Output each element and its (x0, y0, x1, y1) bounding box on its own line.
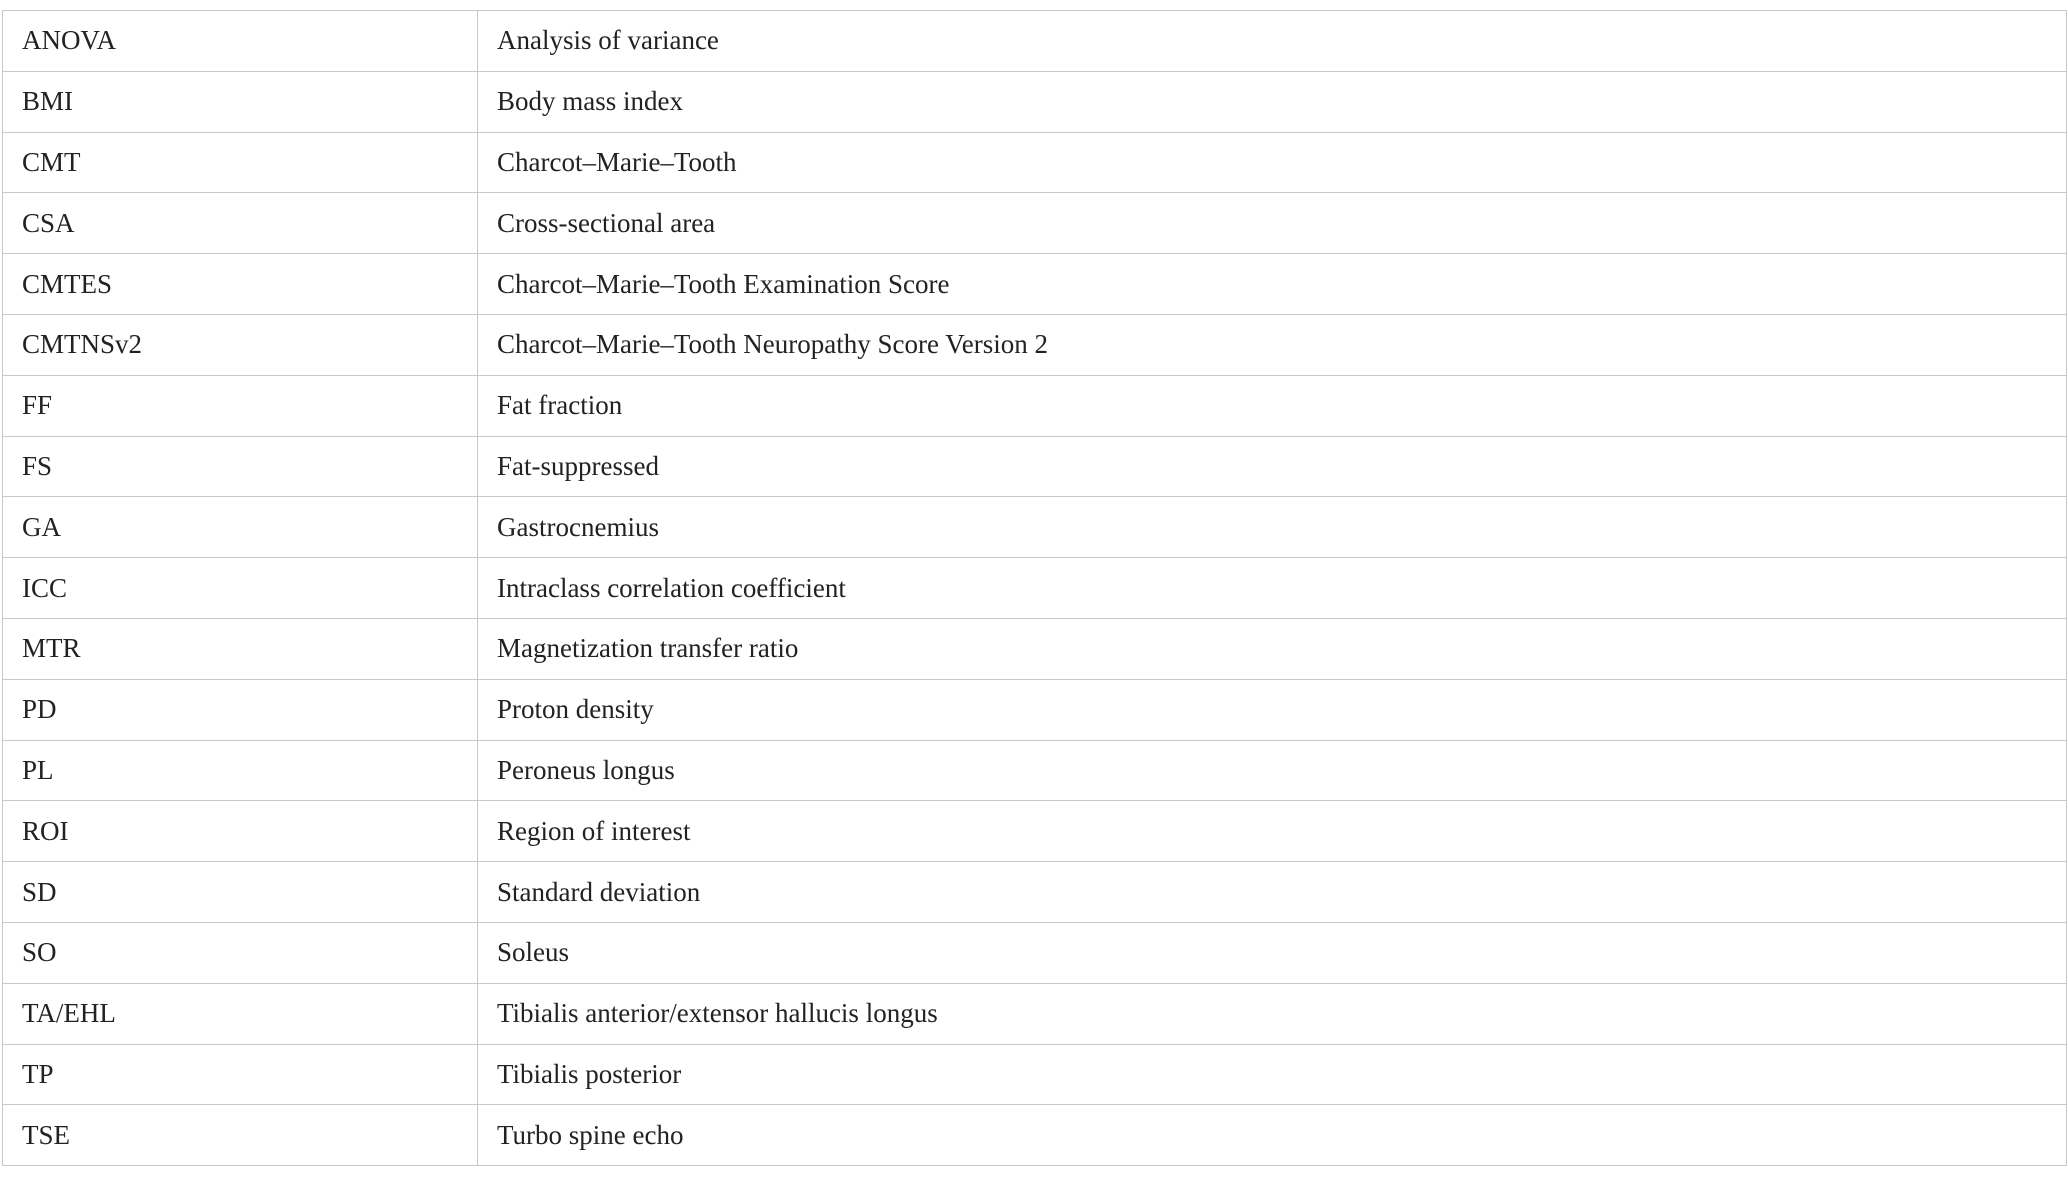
definition-cell: Analysis of variance (478, 11, 2067, 72)
abbreviation-cell: TSE (3, 1105, 478, 1166)
table-row (3, 922, 2067, 983)
abbreviations-table (2, 10, 2067, 1166)
abbreviation-cell: FF (3, 375, 478, 436)
abbreviation-cell: SO (3, 922, 478, 983)
table-row (3, 983, 2067, 1044)
definition-cell: Peroneus longus (478, 740, 2067, 801)
abbreviation-cell: TP (3, 1044, 478, 1105)
table-row (3, 436, 2067, 497)
definition-cell: Charcot–Marie–Tooth Neuropathy Score Version 2 (478, 314, 2067, 375)
abbreviation-cell: CSA (3, 193, 478, 254)
abbreviation-cell: FS (3, 436, 478, 497)
definition-cell: Cross-sectional area (478, 193, 2067, 254)
abbreviation-cell: TA/EHL (3, 983, 478, 1044)
definition-cell: Standard deviation (478, 862, 2067, 923)
definition-cell: Tibialis anterior/extensor hallucis longus (478, 983, 2067, 1044)
table-row (3, 314, 2067, 375)
table-row (3, 1105, 2067, 1166)
table-row (3, 71, 2067, 132)
definition-cell: Magnetization transfer ratio (478, 618, 2067, 679)
definition-cell: Body mass index (478, 71, 2067, 132)
table-row (3, 801, 2067, 862)
table-row (3, 679, 2067, 740)
table-row (3, 497, 2067, 558)
table-row (3, 11, 2067, 72)
definition-cell: Region of interest (478, 801, 2067, 862)
abbreviation-cell: GA (3, 497, 478, 558)
table-row (3, 132, 2067, 193)
definition-cell: Charcot–Marie–Tooth Examination Score (478, 254, 2067, 315)
table-row (3, 558, 2067, 619)
table-row (3, 375, 2067, 436)
definition-cell: Fat-suppressed (478, 436, 2067, 497)
abbreviation-cell: PL (3, 740, 478, 801)
abbreviation-cell: SD (3, 862, 478, 923)
abbreviation-cell: CMT (3, 132, 478, 193)
table-row (3, 1044, 2067, 1105)
table-row (3, 193, 2067, 254)
abbreviation-cell: ANOVA (3, 11, 478, 72)
definition-cell: Intraclass correlation coefficient (478, 558, 2067, 619)
definition-cell: Turbo spine echo (478, 1105, 2067, 1166)
table-row (3, 618, 2067, 679)
definition-cell: Proton density (478, 679, 2067, 740)
abbreviation-cell: BMI (3, 71, 478, 132)
definition-cell: Tibialis posterior (478, 1044, 2067, 1105)
abbreviation-cell: CMTNSv2 (3, 314, 478, 375)
table-row (3, 862, 2067, 923)
abbreviation-cell: PD (3, 679, 478, 740)
table-row (3, 740, 2067, 801)
table-row (3, 254, 2067, 315)
definition-cell: Fat fraction (478, 375, 2067, 436)
definition-cell: Charcot–Marie–Tooth (478, 132, 2067, 193)
abbreviation-cell: CMTES (3, 254, 478, 315)
abbreviation-cell: ICC (3, 558, 478, 619)
abbreviations-table-body (3, 11, 2067, 1166)
abbreviation-cell: ROI (3, 801, 478, 862)
abbreviation-cell: MTR (3, 618, 478, 679)
definition-cell: Gastrocnemius (478, 497, 2067, 558)
definition-cell: Soleus (478, 922, 2067, 983)
